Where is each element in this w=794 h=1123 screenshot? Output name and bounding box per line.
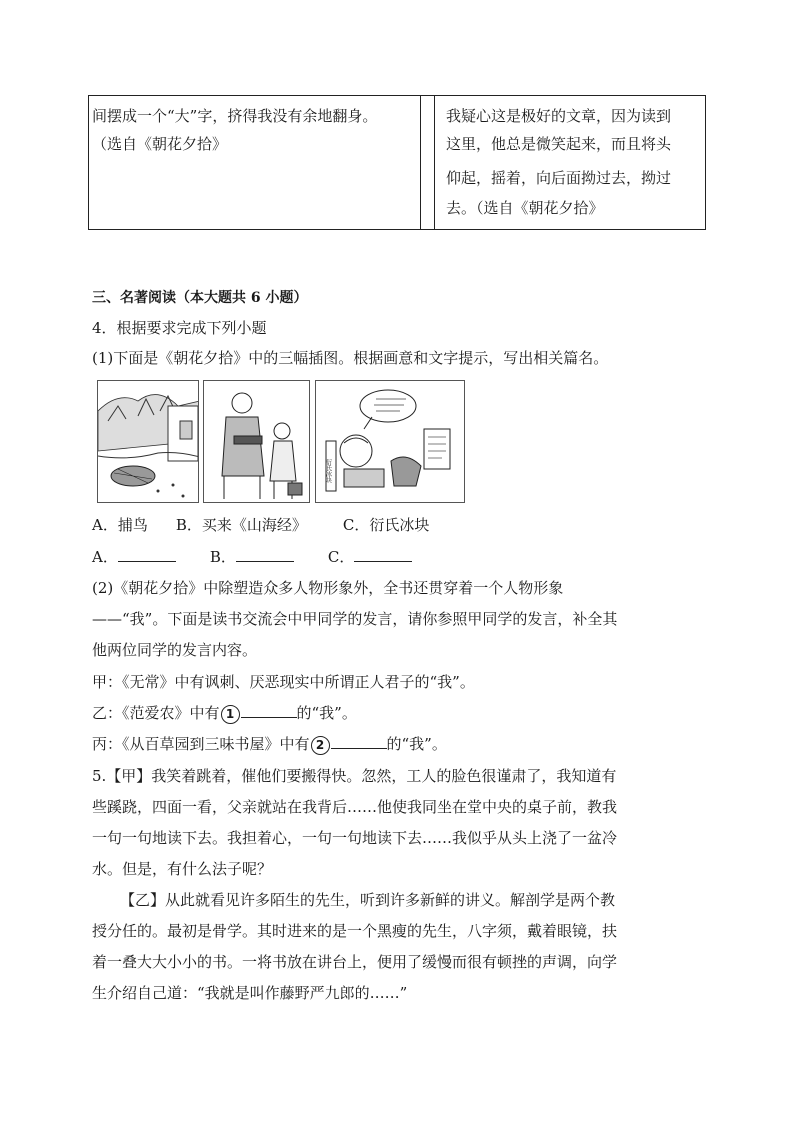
question-4-part2-line1: (2)《朝花夕拾》中除塑造众多人物形象外，全书还贯穿着一个人物形象 [92, 579, 564, 597]
question-5-line: 水。但是，有什么法子呢？ [92, 860, 273, 878]
blank-number-2: 2 [311, 736, 330, 755]
table-right-line: 我疑心这是极好的文章，因为读到 [446, 107, 672, 125]
yi-answer-blank[interactable] [241, 703, 297, 718]
question-5-line: 生介绍自己道：“我就是叫作藤野严九郎的……” [92, 984, 408, 1002]
label-c-text: 衍氏冰块 [369, 516, 430, 534]
answer-a-letter: A． [92, 548, 118, 566]
question-4-part2-line2: ——“我”。下面是读书交流会中甲同学的发言，请你参照甲同学的发言，补全其 [92, 610, 618, 628]
question-5-line: 5.【甲】我笑着跳着，催他们要搬得快。忽然，工人的脸色很谨肃了，我知道有 [92, 767, 617, 785]
label-a-text: 捕鸟 [117, 516, 148, 534]
blank-number-1: 1 [221, 705, 240, 724]
illustration-bird-catching [97, 380, 199, 503]
answer-c-blank[interactable] [354, 547, 412, 562]
label-c-letter: C． [342, 516, 370, 534]
question-4-part2-line3: 他两位同学的发言内容。 [92, 641, 258, 659]
table-divider [420, 96, 421, 229]
quote-table [88, 95, 706, 230]
speaker-bing [92, 734, 447, 755]
table-left-line: 间摆成一个“大”字，挤得我没有余地翻身。 [92, 107, 378, 125]
section-heading: 三、名著阅读（本大题共 6 小题） [92, 290, 308, 306]
yi-prefix: 乙：《范爱农》中有 [92, 704, 220, 722]
question-5-line: 授分任的。最初是骨学。其时进来的是一个黑瘦的先生，八字须，戴着眼镜，扶 [92, 922, 618, 940]
answer-b-blank[interactable] [236, 547, 294, 562]
answer-a-blank[interactable] [118, 547, 176, 562]
table-right-line: 仰起，摇着，向后面拗过去，拗过 [446, 169, 672, 187]
table-divider [434, 96, 435, 229]
illustration-ice-block [315, 380, 465, 503]
question-5-line: 些蹊跷，四面一看，父亲就站在我背后……他使我同坐在堂中央的桌子前，教我 [92, 798, 618, 816]
question-5-line: 【乙】从此就看见许多陌生的先生，听到许多新鲜的讲义。解剖学是两个教 [120, 891, 616, 909]
answer-c-letter: C． [327, 548, 355, 566]
speaker-jia: 甲：《无常》中有讽刺、厌恶现实中所谓正人君子的“我”。 [92, 673, 475, 691]
yi-suffix: 的“我”。 [296, 704, 357, 722]
question-4-part1: (1)下面是《朝花夕拾》中的三幅插图。根据画意和文字提示，写出相关篇名。 [92, 349, 609, 367]
question-5-line: 着一叠大大小小的书。一将书放在讲台上，便用了缓慢而很有顿挫的声调，向学 [92, 953, 618, 971]
label-b-text: 买来《山海经》 [201, 516, 307, 534]
bing-suffix: 的“我”。 [386, 735, 447, 753]
illustration-buying-book [203, 380, 310, 503]
label-a-letter: A． [92, 516, 118, 534]
label-b-letter: B． [175, 516, 202, 534]
table-right-line: 这里，他总是微笑起来，而且将头 [446, 135, 672, 153]
answer-b-letter: B． [209, 548, 236, 566]
question-4-stem: 4．根据要求完成下列小题 [92, 319, 267, 337]
image-labels [92, 515, 429, 535]
bing-answer-blank[interactable] [331, 734, 387, 749]
illustration-caption: 衍氏冰块 [324, 459, 332, 483]
speaker-yi [92, 703, 357, 724]
table-left-line: （选自《朝花夕拾》 [92, 135, 228, 153]
question-5-line: 一句一句地读下去。我担着心，一句一句地读下去……我似乎从头上浇了一盆冷 [92, 829, 618, 847]
table-right-line: 去。（选自《朝花夕拾》 [446, 199, 604, 217]
answer-blanks [92, 547, 412, 567]
bing-prefix: 丙：《从百草园到三味书屋》中有 [92, 735, 310, 753]
